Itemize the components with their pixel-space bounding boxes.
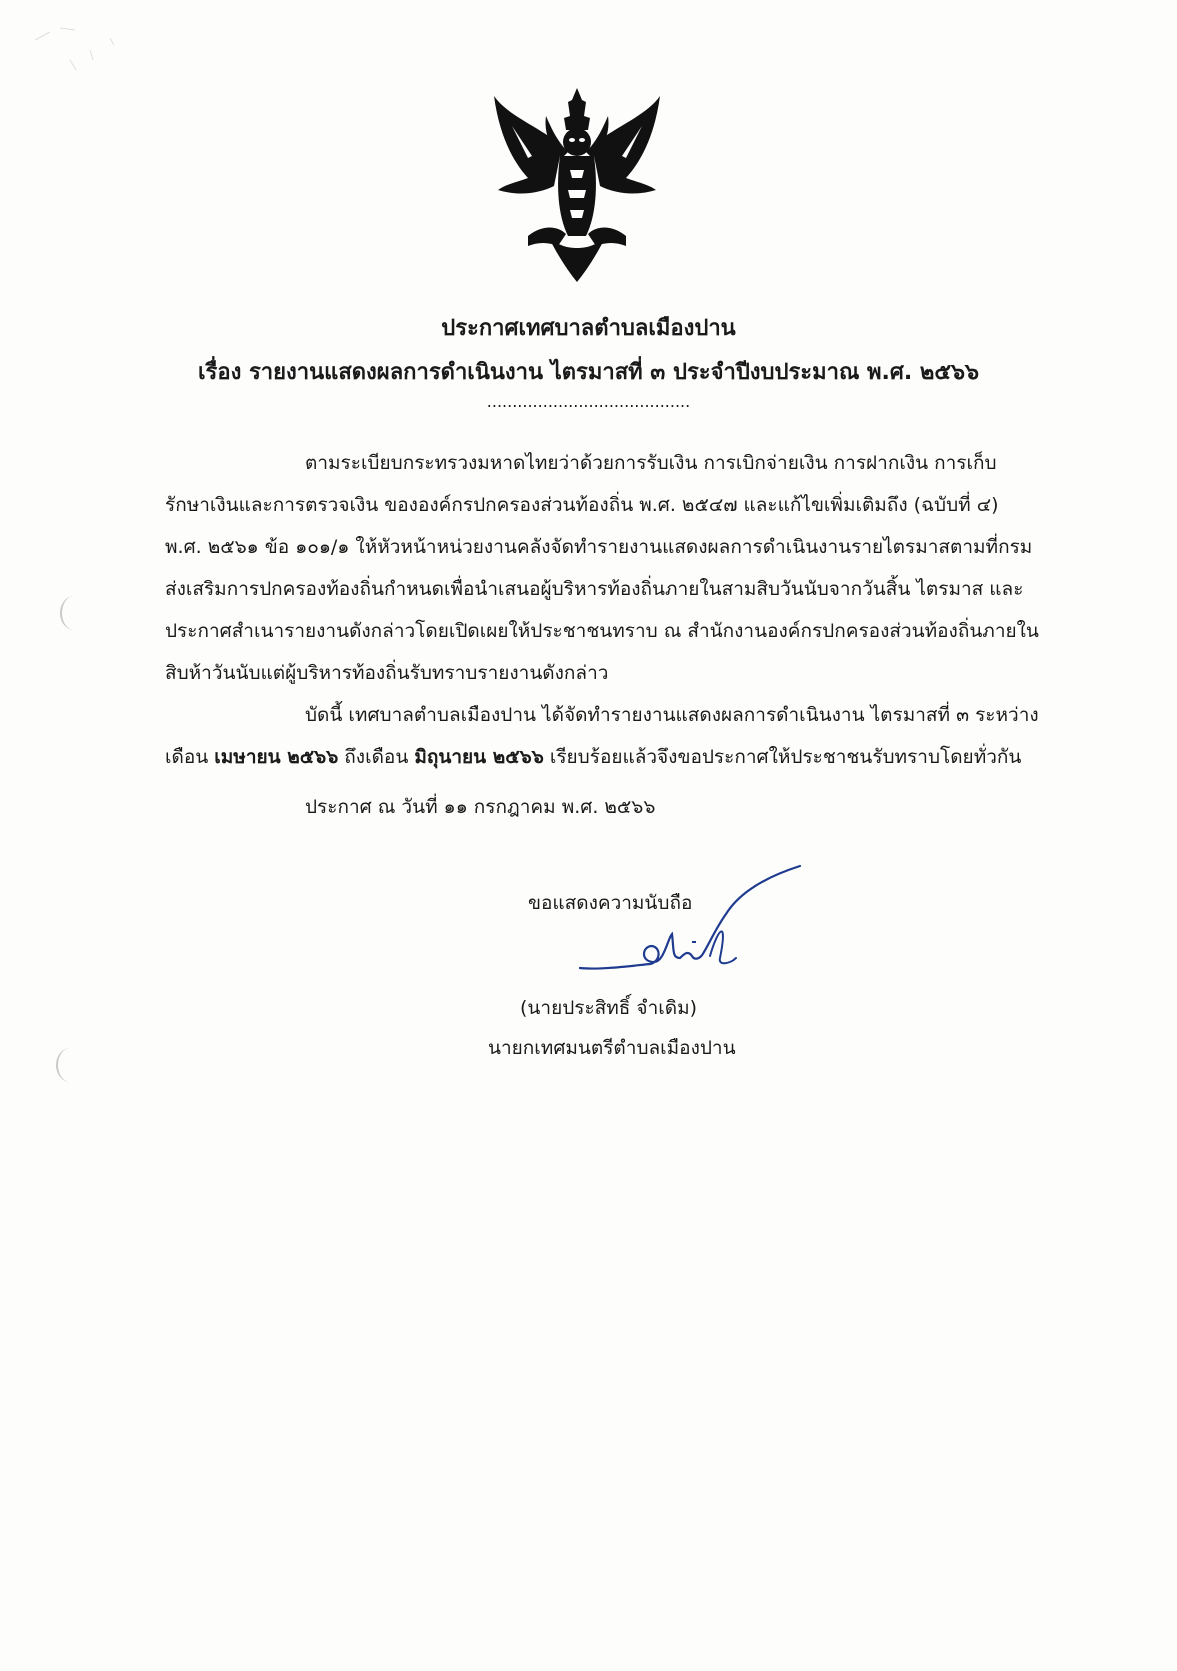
- corner-smudge: [30, 20, 140, 90]
- punch-hole-mark: [56, 1048, 84, 1082]
- paragraph-1-line-2: รักษาเงินและการตรวจเงิน ขององค์กรปกครองส่วนท้องถิ่น พ.ศ. ๒๕๔๗ และแก้ไขเพิ่มเติมถึง (ฉบับที่ ๔): [165, 494, 999, 516]
- paragraph-1-line-3: พ.ศ. ๒๕๖๑ ข้อ ๑๐๑/๑ ให้หัวหน้าหน่วยงานคลังจัดทำรายงานแสดงผลการดำเนินงานรายไตรมาสตามที่กรม: [165, 536, 1033, 558]
- announcement-title: ประกาศเทศบาลตำบลเมืองปาน: [441, 316, 736, 341]
- paragraph-2-ending: เรียบร้อยแล้วจึงขอประกาศให้ประชาชนรับทราบโดยทั่วกัน: [543, 746, 1022, 768]
- paragraph-1-line-1: ตามระเบียบกระทรวงมหาดไทยว่าด้วยการรับเงิน การเบิกจ่ายเงิน การฝากเงิน การเก็บ: [305, 452, 997, 474]
- paragraph-1-line-6: สิบห้าวันนับแต่ผู้บริหารท้องถิ่นรับทราบรายงานดังกล่าว: [165, 662, 609, 684]
- closing-phrase: ขอแสดงความนับถือ: [528, 892, 693, 914]
- separator-dots: ........................................: [486, 392, 691, 411]
- paragraph-1-line-5: ประกาศสำเนารายงานดังกล่าวโดยเปิดเผยให้ประชาชนทราบ ณ สำนักงานองค์กรปกครองส่วนท้องถิ่นภายใน: [165, 620, 1039, 642]
- announcement-date: ประกาศ ณ วันที่ ๑๑ กรกฎาคม พ.ศ. ๒๕๖๖: [305, 796, 656, 818]
- garuda-emblem: [488, 86, 666, 284]
- paragraph-2-line-1: บัดนี้ เทศบาลตำบลเมืองปาน ได้จัดทำรายงานแสดงผลการดำเนินงาน ไตรมาสที่ ๓ ระหว่าง: [305, 704, 1039, 726]
- month-to-prefix: ถึงเดือน: [338, 746, 415, 768]
- month-to: มิถุนายน ๒๕๖๖: [414, 746, 544, 768]
- punch-hole-mark: [60, 596, 88, 630]
- paragraph-2-line-2: [165, 742, 1021, 772]
- announcement-subject: เรื่อง รายงานแสดงผลการดำเนินงาน ไตรมาสที่ ๓ ประจำปีงบประมาณ พ.ศ. ๒๕๖๖: [198, 360, 979, 385]
- paragraph-1-line-4: ส่งเสริมการปกครองท้องถิ่นกำหนดเพื่อนำเสนอผู้บริหารท้องถิ่นภายในสามสิบวันนับจากวันสิ้น ไตรมาส และ: [165, 578, 1024, 600]
- signatory-position: นายกเทศมนตรีตำบลเมืองปาน: [488, 1037, 736, 1059]
- signature-scribble: [560, 858, 810, 978]
- signatory-name: (นายประสิทธิ์ จำเดิม): [520, 997, 698, 1019]
- month-from-prefix: เดือน: [165, 746, 215, 768]
- month-from: เมษายน ๒๕๖๖: [214, 746, 339, 768]
